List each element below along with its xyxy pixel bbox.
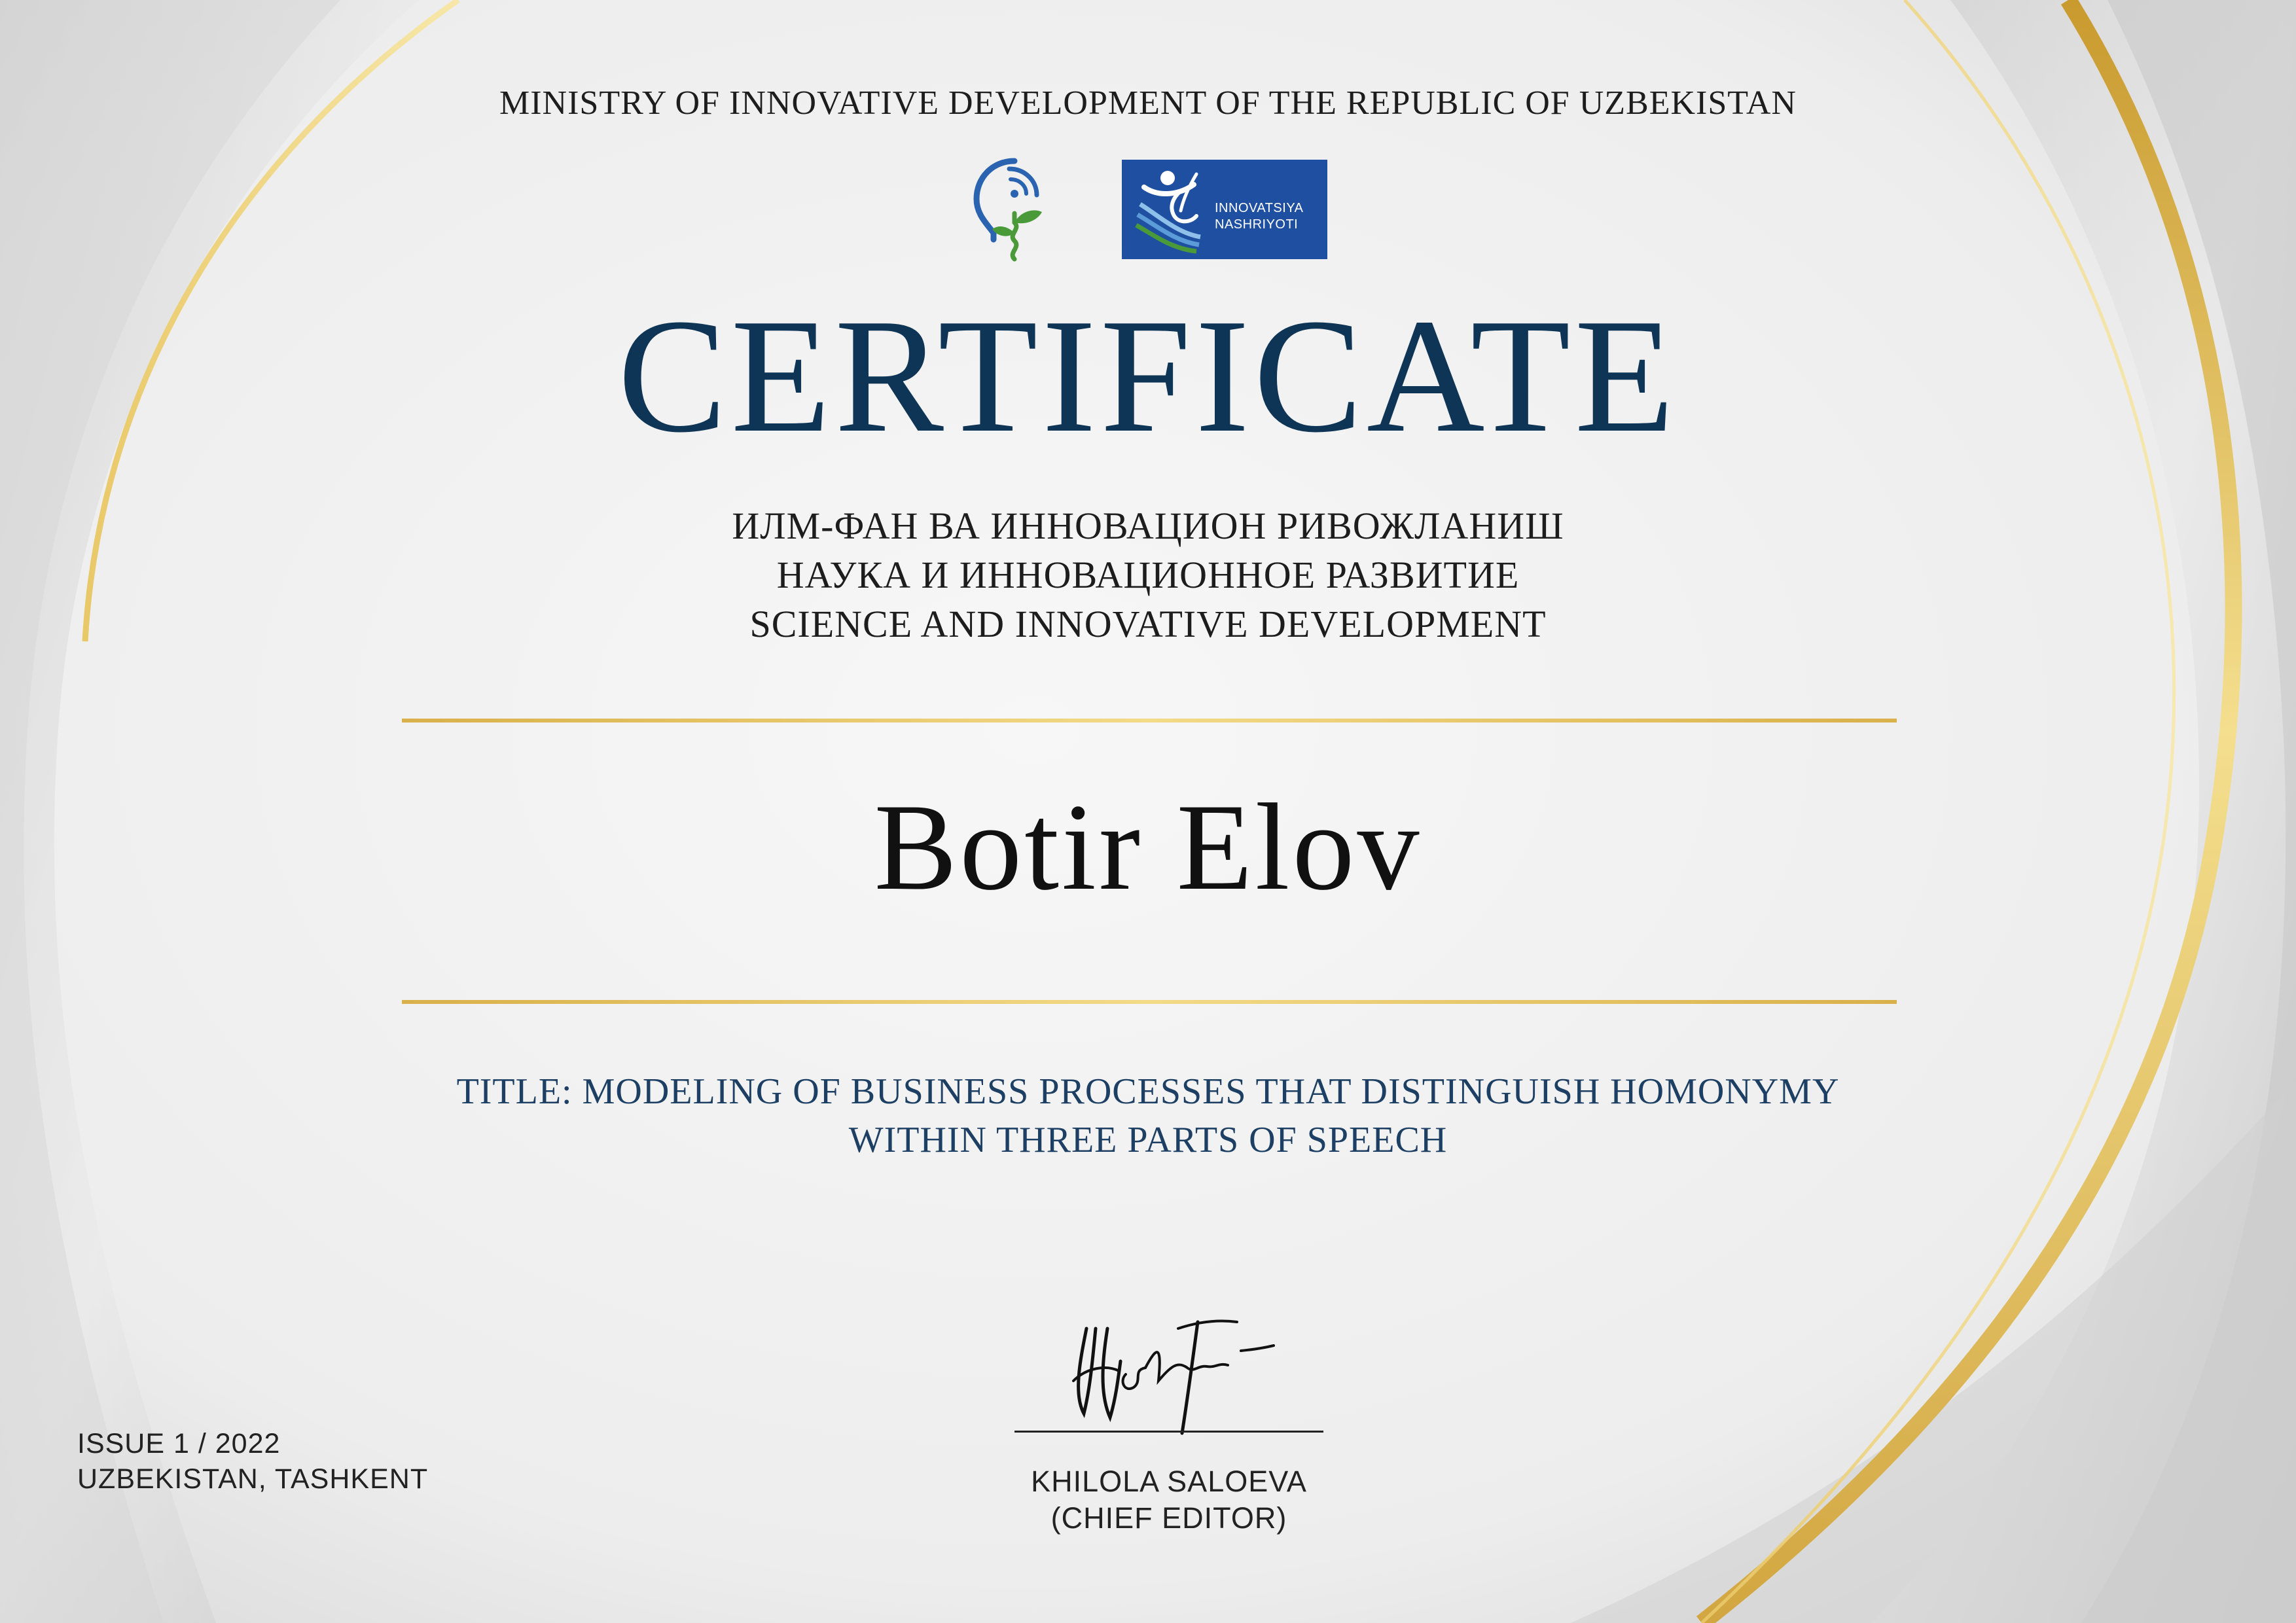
- ministry-heading: MINISTRY OF INNOVATIVE DEVELOPMENT OF THE REPUBLIC OF UZBEKISTAN: [499, 84, 1797, 122]
- journal-name-russian: НАУКА И ИННОВАЦИОННОЕ РАЗВИТИЕ: [776, 554, 1520, 596]
- issue-location: UZBEKISTAN, TASHKENT: [77, 1463, 429, 1495]
- logo-text-line1: INNOVATSIYA: [1215, 201, 1304, 215]
- journal-name-uzbek: ИЛМ-ФАН ВА ИННОВАЦИОН РИВОЖЛАНИШ: [732, 505, 1564, 547]
- editor-name: KHILOLA SALOEVA: [1031, 1465, 1307, 1498]
- journal-name-english: SCIENCE AND INNOVATIVE DEVELOPMENT: [749, 603, 1547, 645]
- divider-top: [402, 719, 1897, 722]
- innovatsiya-nashriyoti-logo: [1122, 160, 1327, 259]
- bulb-sprout-logo-icon: [969, 154, 1060, 266]
- signature-line: [1014, 1431, 1323, 1433]
- issue-number: ISSUE 1 / 2022: [77, 1428, 281, 1459]
- recipient-name: Botir Elov: [874, 779, 1422, 916]
- logo-text-line2: NASHRIYOTI: [1215, 217, 1299, 232]
- book-person-logo-icon: [1131, 165, 1212, 254]
- certificate-title: CERTIFICATE: [617, 285, 1679, 467]
- editor-signature-icon: [1047, 1302, 1283, 1440]
- paper-title-line2: WITHIN THREE PARTS OF SPEECH: [848, 1120, 1448, 1160]
- paper-title-line1: TITLE: MODELING OF BUSINESS PROCESSES THAT DISTINGUISH HOMONYMY: [456, 1071, 1840, 1112]
- divider-bottom: [402, 1000, 1897, 1004]
- editor-role: (CHIEF EDITOR): [1050, 1501, 1287, 1535]
